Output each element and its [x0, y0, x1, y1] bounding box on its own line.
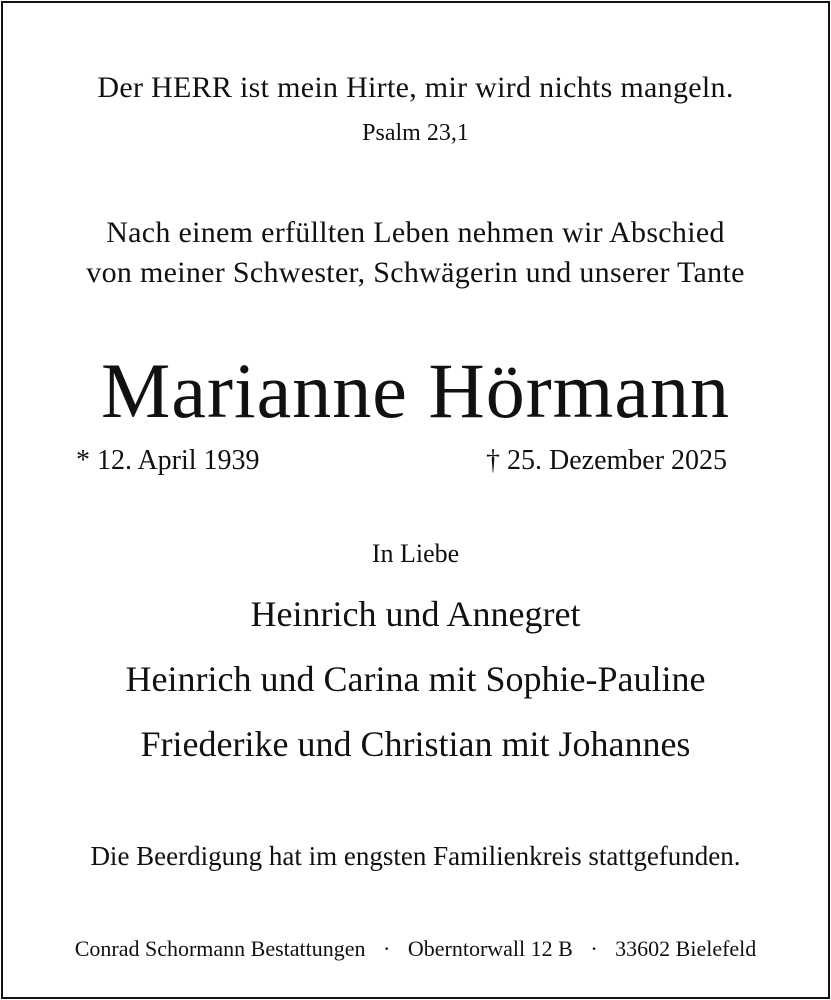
mourner-line: Friederike und Christian mit Johannes — [140, 724, 691, 764]
verse-reference: Psalm 23,1 — [362, 120, 469, 146]
footer-separator: · — [590, 936, 598, 961]
death-date: † 25. Dezember 2025 — [486, 445, 728, 476]
funeral-home-footer — [0, 938, 831, 960]
mourners-heading: In Liebe — [371, 539, 460, 568]
funeral-home-city: 33602 Bielefeld — [615, 936, 757, 961]
farewell-intro-line-1: Nach einem erfüllten Leben nehmen wir Abschied — [106, 216, 725, 249]
mourner-line: Heinrich und Annegret — [250, 594, 581, 634]
bible-verse: Der HERR ist mein Hirte, mir wird nichts mangeln. — [97, 71, 734, 104]
funeral-home-name: Conrad Schormann Bestattungen — [74, 936, 366, 961]
deceased-name: Marianne Hörmann — [101, 347, 730, 434]
burial-note: Die Beerdigung hat im engsten Familienkreis stattgefunden. — [90, 841, 741, 871]
footer-separator: · — [383, 936, 391, 961]
birth-date: * 12. April 1939 — [76, 445, 260, 476]
farewell-intro-line-2: von meiner Schwester, Schwägerin und unserer Tante — [86, 256, 745, 289]
mourner-line: Heinrich und Carina mit Sophie-Pauline — [125, 659, 706, 699]
funeral-home-street: Oberntorwall 12 B — [407, 936, 573, 961]
